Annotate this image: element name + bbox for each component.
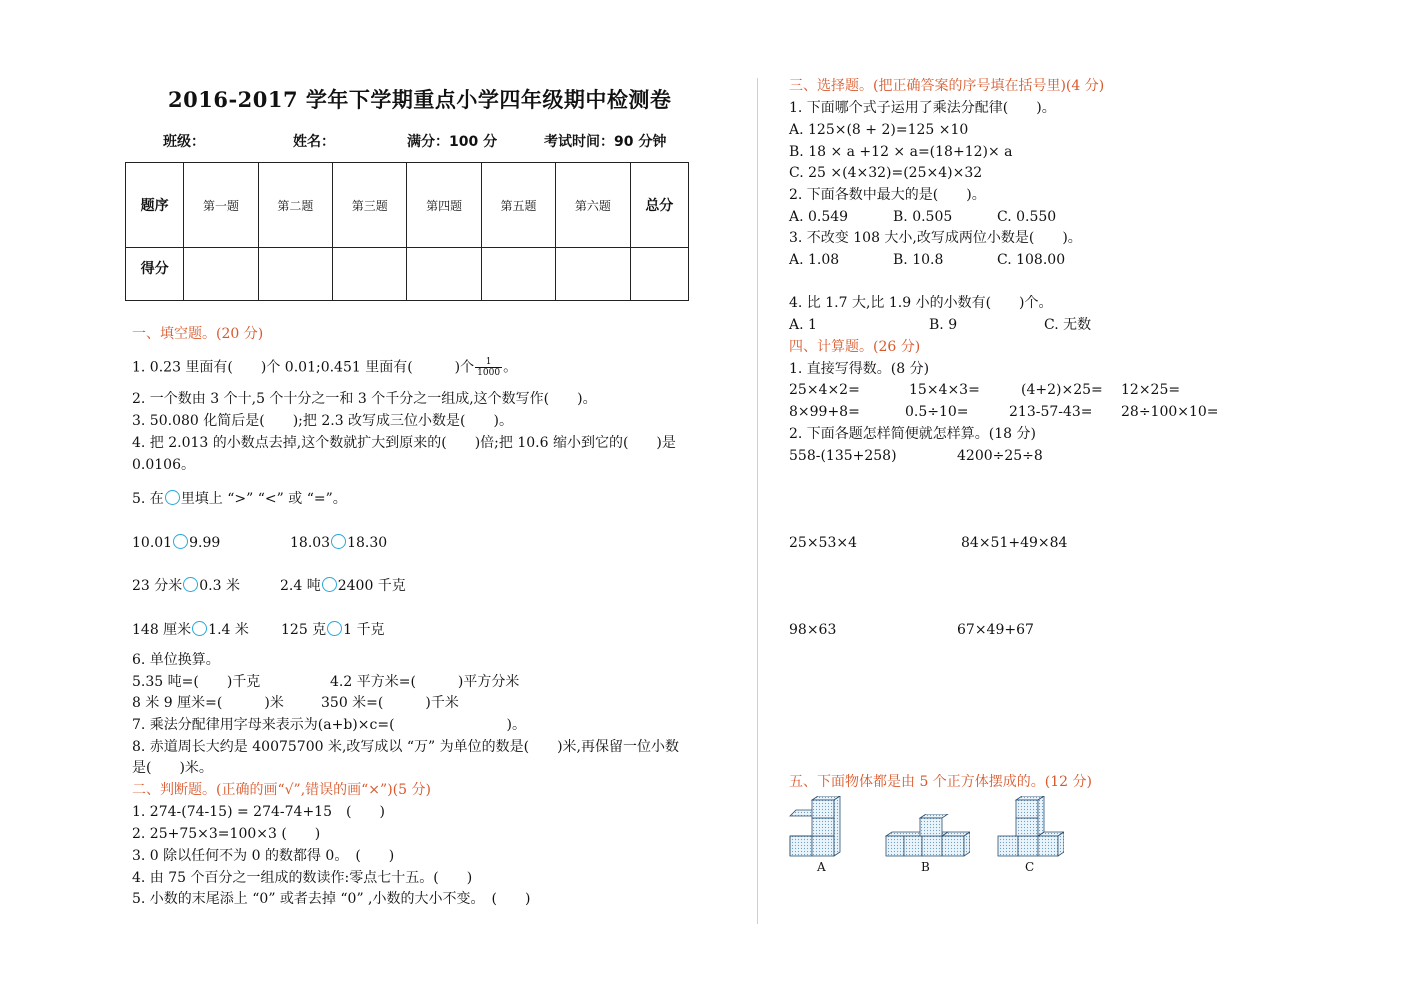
choice-question: 4. 比 1.7 大,比 1.9 小的小数有( )个。: [789, 295, 1053, 311]
compare-right: 1 千克: [343, 622, 385, 638]
judge-item: 1. 274-(74-15) = 274-74+15 ( ): [132, 804, 385, 820]
score-cell[interactable]: [407, 248, 481, 301]
calc-expression: 98×63: [789, 622, 837, 638]
class-label: 班级：: [163, 134, 205, 150]
compare-circle[interactable]: [183, 577, 198, 592]
compare-right: 0.3 米: [199, 578, 240, 594]
compare-item: [290, 534, 387, 552]
section-2-title: 二、判断题。(正确的画“√”,错误的画“×”)(5 分): [132, 782, 431, 798]
score-cell[interactable]: [556, 248, 630, 301]
table-header-cell: 第一题: [184, 163, 258, 248]
cube-figure-b: [884, 814, 970, 858]
choice-option: B. 18 × a +12 × a=(18+12)× a: [789, 144, 1013, 160]
unit-item: 5.35 吨=( )千克: [132, 674, 261, 690]
compare-left: 2.4 吨: [280, 578, 321, 594]
choice-question: 3. 不改变 108 大小,改写成两位小数是( )。: [789, 230, 1082, 246]
compare-left: 23 分米: [132, 578, 183, 594]
choice-option: B. 10.8: [893, 252, 944, 268]
cube-figure-a: [788, 796, 858, 858]
table-header-cell: 第四题: [407, 163, 481, 248]
compare-circle[interactable]: [327, 621, 342, 636]
choice-option: C. 108.00: [997, 252, 1066, 268]
question-1-5: [132, 490, 347, 508]
judge-item: 2. 25+75×3=100×3 ( ): [132, 826, 321, 842]
compare-left: 125 克: [281, 622, 327, 638]
table-header-cell: 第六题: [556, 163, 630, 248]
compare-left: 10.01: [132, 535, 173, 551]
choice-option: A. 1.08: [789, 252, 840, 268]
question-text: 里填上 “>” “<” 或 “=”。: [180, 491, 347, 507]
question-text: 5. 在: [132, 491, 164, 507]
compare-circle[interactable]: [192, 621, 207, 636]
calc-item: 213-57-43=: [1009, 404, 1093, 420]
calc-item: 28÷100×10=: [1121, 404, 1219, 420]
table-header-cell: 第二题: [258, 163, 332, 248]
calc-expression: 84×51+49×84: [961, 535, 1068, 551]
section-5-title: 五、下面物体都是由 5 个正方体摆成的。(12 分): [789, 774, 1092, 790]
question-1-4: 4. 把 2.013 的小数点去掉,这个数就扩大到原来的( )倍;把 10.6 缩小到它的( )是: [132, 435, 676, 451]
figure-label-c: C: [1025, 860, 1035, 874]
question-1-7: 7. 乘法分配律用字母来表示为(a+b)×c=( )。: [132, 717, 526, 733]
cube-figure-c: [996, 796, 1064, 858]
section-1-title: 一、填空题。(20 分): [132, 326, 264, 342]
question-1-2: 2. 一个数由 3 个十,5 个十分之一和 3 个千分之一组成,这个数写作( )。: [132, 391, 597, 407]
question-1-3: 3. 50.080 化简后是( );把 2.3 改写成三位小数是( )。: [132, 413, 513, 429]
compare-right: 9.99: [189, 535, 221, 551]
judge-item: 5. 小数的末尾添上 “0” 或者去掉 “0” ,小数的大小不变。 ( ): [132, 891, 531, 907]
compare-right: 2400 千克: [337, 578, 406, 594]
calc-item: (4+2)×25=: [1021, 382, 1103, 398]
calc-item: 15×4×3=: [909, 382, 980, 398]
judge-item: 4. 由 75 个百分之一组成的数读作:零点七十五。( ): [132, 870, 473, 886]
choice-option: A. 125×(8 + 2)=125 ×10: [789, 122, 969, 138]
fraction-denominator: 1000: [477, 368, 501, 378]
choice-option: C. 25 ×(4×32)=(25×4)×32: [789, 165, 983, 181]
full-score: 满分：100 分: [407, 134, 498, 150]
circle-icon: [165, 490, 180, 505]
calc-expression: 558-(135+258): [789, 448, 897, 464]
table-row-header: 得分: [126, 248, 184, 301]
compare-circle[interactable]: [173, 534, 188, 549]
question-1-4-cont: 0.0106。: [132, 457, 195, 473]
figure-label-a: A: [817, 860, 826, 874]
exam-time: 考试时间：90 分钟: [544, 134, 667, 150]
page-title: 2016-2017 学年下学期重点小学四年级期中检测卷: [168, 87, 672, 112]
question-1-8-cont: 是( )米。: [132, 760, 213, 776]
choice-option: A. 1: [789, 317, 817, 333]
table-header-cell: 第三题: [333, 163, 407, 248]
score-table: [125, 162, 689, 301]
choice-option: B. 9: [929, 317, 958, 333]
choice-question: 2. 下面各数中最大的是( )。: [789, 187, 986, 203]
unit-item: 350 米=( )千米: [321, 695, 459, 711]
calc-item: 12×25=: [1121, 382, 1181, 398]
calc-item: 0.5÷10=: [905, 404, 969, 420]
compare-left: 148 厘米: [132, 622, 192, 638]
choice-option: C. 0.550: [997, 209, 1057, 225]
compare-item: [280, 577, 406, 595]
column-divider: [757, 78, 758, 924]
calc-subtitle: 1. 直接写得数。(8 分): [789, 361, 930, 377]
score-cell[interactable]: [258, 248, 332, 301]
section-4-title: 四、计算题。(26 分): [789, 339, 921, 355]
choice-option: C. 无数: [1044, 317, 1092, 333]
calc-subtitle: 2. 下面各题怎样简便就怎样算。(18 分): [789, 426, 1036, 442]
score-cell[interactable]: [333, 248, 407, 301]
name-label: 姓名：: [293, 134, 335, 150]
figure-label-b: B: [921, 860, 930, 874]
compare-left: 18.03: [290, 535, 331, 551]
compare-item: [132, 577, 240, 595]
score-cell[interactable]: [481, 248, 555, 301]
compare-circle[interactable]: [322, 577, 337, 592]
compare-item: [281, 621, 385, 639]
question-text-end: 。: [503, 359, 518, 376]
table-header-cell: 总分: [630, 163, 688, 248]
choice-option: A. 0.549: [789, 209, 849, 225]
compare-circle[interactable]: [331, 534, 346, 549]
judge-item: 3. 0 除以任何不为 0 的数都得 0。 ( ): [132, 848, 395, 864]
choice-option: B. 0.505: [893, 209, 953, 225]
calc-expression: 67×49+67: [957, 622, 1034, 638]
score-cell[interactable]: [630, 248, 688, 301]
calc-expression: 25×53×4: [789, 535, 857, 551]
question-1-6: 6. 单位换算。: [132, 652, 220, 668]
calc-expression: 4200÷25÷8: [957, 448, 1043, 464]
fraction: [475, 357, 502, 378]
unit-item: 8 米 9 厘米=( )米: [132, 695, 284, 711]
score-cell[interactable]: [184, 248, 258, 301]
fraction-numerator: 1: [475, 357, 502, 368]
section-3-title: 三、选择题。(把正确答案的序号填在括号里)(4 分): [789, 78, 1105, 94]
calc-item: 25×4×2=: [789, 382, 860, 398]
choice-question: 1. 下面哪个式子运用了乘法分配律( )。: [789, 100, 1056, 116]
unit-item: 4.2 平方米=( )平方分米: [330, 674, 520, 690]
question-1-8: 8. 赤道周长大约是 40075700 米,改写成以 “万” 为单位的数是( )米,再保留一位小数: [132, 739, 680, 755]
compare-item: [132, 534, 220, 552]
question-1-1: [132, 357, 517, 378]
compare-right: 18.30: [347, 535, 388, 551]
question-text: 1. 0.23 里面有( )个 0.01;0.451 里面有( )个: [132, 359, 475, 376]
compare-item: [132, 621, 249, 639]
calc-item: 8×99+8=: [789, 404, 860, 420]
table-header-cell: 第五题: [481, 163, 555, 248]
compare-right: 1.4 米: [208, 622, 249, 638]
table-header-cell: 题序: [126, 163, 184, 248]
